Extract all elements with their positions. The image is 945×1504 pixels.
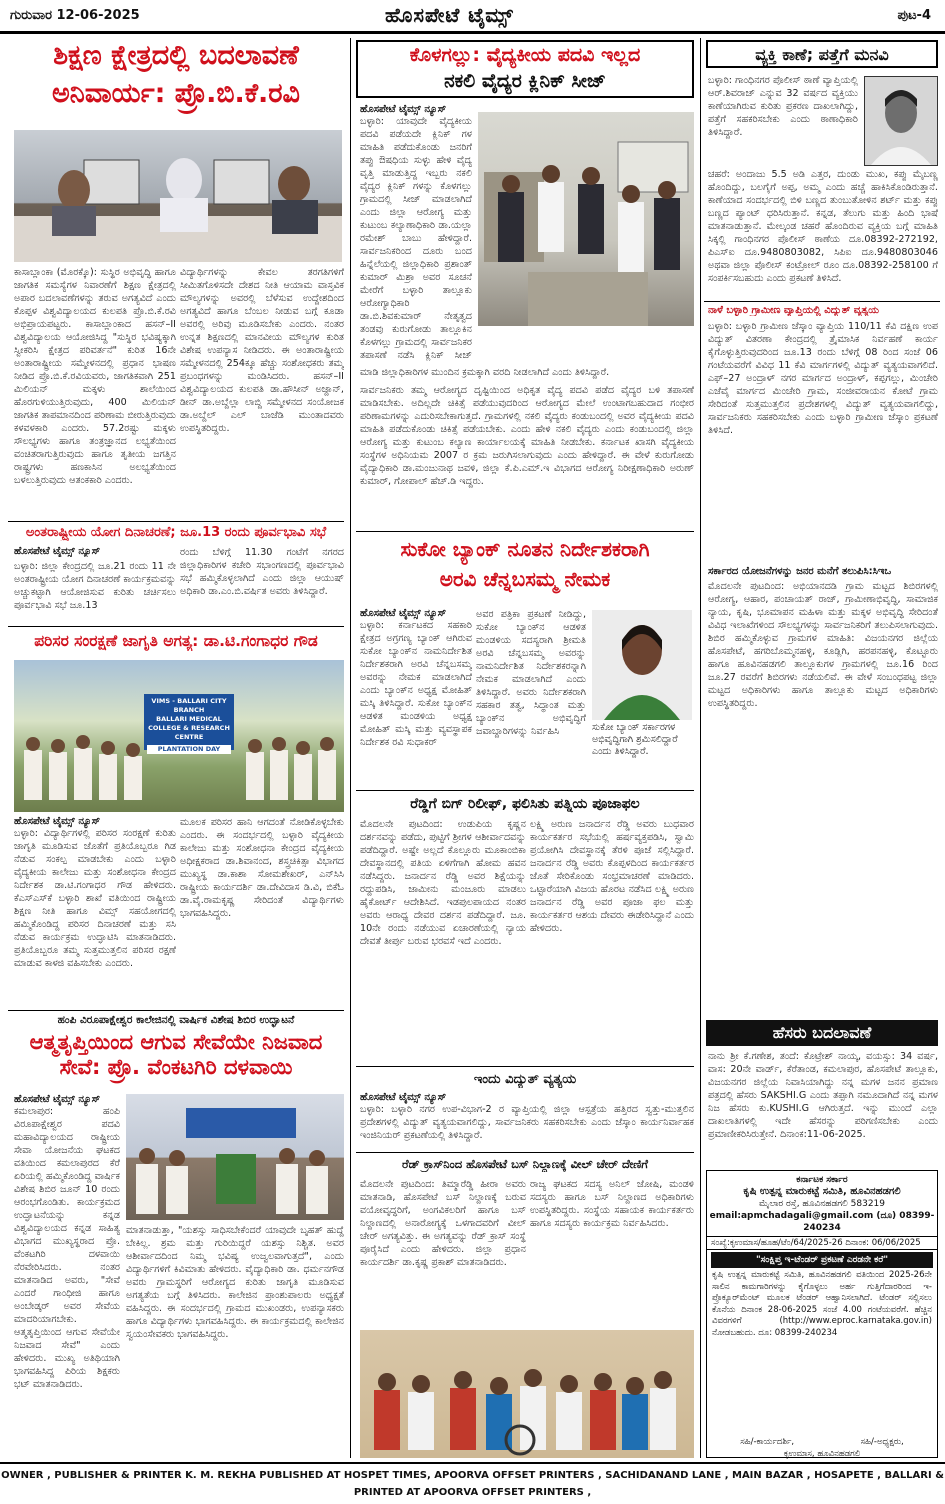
banner-text: BALLARI MEDICAL COLLEGE & RESEARCH CENTRE <box>148 715 230 741</box>
article-body: ವಿದ್ಯಾರ್ಥಿಗಳನ್ನು ಕೇವಲ ತರಗತಿಗಳಿಗೆ ಸೀಮಿತಗೊಳಿಸದೇ ದೇಶದ ನೀತಿ ಆಯಾಮ ವಾಸ್ತವಿಕ ಮೌಲ್ಯಗಳನ್ನು ಅವರಲ್ಲಿ ಬೆಳೆಸುವ ಉದ್ದೇಶದಿಂದ ಅಗತ್ಯವಿದೆ ಹಾಗೂ ಬೆಂಬಲ ನೀಡುವ ಬಗ್ಗೆ ಕೂಡಾ ಅವರಲ್ಲಿ ಅರಿವು ಮೂಡಿಸಬೇಕು ಎಂದರು. ನಂತರ ಉನ್ನತ ಶಿಕ್ಷಣದಲ್ಲಿ ಮಾನವೀಯ ಮೌಲ್ಯಗಳ ಕುರಿತ ವಿಶೇಷ ಉಪನ್ಯಾಸ ನೀಡಿದರು. ಈ ಅಂತಾರಾಷ್ಟ್ರೀಯ ಸಮ್ಮೇಳನದಲ್ಲಿ 254ಕ್ಕೂ ಹೆಚ್ಚು ಸಂಶೋಧಕರು ತಮ್ಮ ಪ್ರಬಂಧಗಳನ್ನು ಮಂಡಿಸಿದರು. ಹಸನ್–II ವಿಶ್ವವಿದ್ಯಾಲಯದ ಕುಲಪತಿ ಡಾ.ಹೌಸೀನ್ ಅಜ್ದಾನ್, ಡೀನ್ ಡಾ.ಅಬ್ದೆಲ್ಲಾ ಲಾಬ್ದಿ ಸಮ್ಮೇಳನದ ಸಂಯೋಜಕ ಡಾ.ಅಬ್ದೆಲ್ ಎಲ್ ಬಾಜೆಡಿ ಮುಂತಾದವರು ಉಪಸ್ಥಿತರಿದ್ದರು. <box>180 267 344 434</box>
portrait-art <box>592 610 692 720</box>
plantation-photo <box>14 660 344 812</box>
hampi-headline-block <box>8 1014 344 1090</box>
article-body: ಬಳ್ಳಾರಿ: ಬಳ್ಳಾರಿ ನಗರ ಉಪ-ವಿಭಾಗ-2 ರ ವ್ಯಾಪ್ತಿಯಲ್ಲಿ ಜಿಲ್ಲಾ ಆಸ್ಪತ್ರೆಯ ಹತ್ತಿರದ ಸ್ವತ್ತು-ಮುತ್ತಲಿನ ಪ್ರದೇಶಗಳಲ್ಲಿ ವಿದ್ಯುತ್ ವ್ಯತ್ಯಯವಾಗಲಿದ್ದು, ಸಾರ್ವಜನಿಕರು ಸಹಕರಿಸಬೇಕು ಎಂದು ಜೆಸ್ಕಾಂ ಕಾರ್ಯನಿರ್ವಾಹಕ ಇಂಜಿನಿಯರ್ ಪ್ರಕಟಣೆಯಲ್ಲಿ ತಿಳಿಸಿದ್ದಾರೆ. <box>360 1104 694 1141</box>
article-body: ಕಮಲಾಪುರ: ಹಂಪಿ ವಿರೂಪಾಕ್ಷೇಶ್ವರ ಪದವಿ ಮಹಾವಿದ್ಯಾಲಯದ ರಾಷ್ಟ್ರೀಯ ಸೇವಾ ಯೋಜನೆಯ ಘಟಕದ ವತಿಯಿಂದ ಕಮಲಾಪುರದ ಕೆರೆ ಏರಿಯಲ್ಲಿ ಹಮ್ಮಿಕೊಂಡಿದ್ದ ವಾರ್ಷಿಕ ವಿಶೇಷ ಶಿಬಿರ ಜೂನ್ 10 ರಂದು ಆರಂಭಗೊಂಡಿತು. ಕಾರ್ಯಕ್ರಮದ ಉದ್ಘಾಟನೆಯನ್ನು ಕನ್ನಡ ವಿಶ್ವವಿದ್ಯಾಲಯದ ಕನ್ನಡ ಸಾಹಿತ್ಯ ವಿಭಾಗದ ಮುಖ್ಯಸ್ಥರಾದ ಪ್ರೊ. ವೆಂಕಟಗಿರಿ ದಳವಾಯಿ ನೆರವೇರಿಸಿದರು. ನಂತರ ಮಾತನಾಡಿದ ಅವರು, "ಸೇವೆ ಎಂದರೆ ಗಾಂಧೀಜಿ ಹಾಗೂ ಅಂಬೇಡ್ಕರ್ ಅವರ ಸೇವೆಯ ಮಾದರಿಯಾಗಬೇಕು. ಆತ್ಮತೃಪ್ತಿಯಿಂದ ಆಗುವ ಸೇವೆಯೇ ನಿಜವಾದ ಸೇವೆ" ಎಂದು ಹೇಳಿದರು. ಮುಖ್ಯ ಅತಿಥಿಯಾಗಿ ಭಾಗವಹಿಸಿದ್ದ ಪಿರಿಯ ಶಿಕ್ಷಕರು ಭಟ್ ಮಾತನಾಡಿದರು. <box>14 1106 120 1390</box>
notice-contact: email:apmchadagali@gmail.com (ದೂ) 08399-240234 <box>709 1211 935 1233</box>
article-body: ಮೂಲಕ ಪರಿಸರ ಹಾನಿ ಆಗದಂತೆ ನೋಡಿಕೊಳ್ಳಬೇಕು ಎಂದರು. ಈ ಸಂದರ್ಭದಲ್ಲಿ ಬಳ್ಳಾರಿ ವೈದ್ಯಕೀಯ ಕಾಲೇಜು ಮತ್ತು ಸಂಶೋಧನಾ ಕೇಂದ್ರದ ವೈದ್ಯಕೀಯ ಅಧೀಕ್ಷಕರಾದ ಡಾ.ಶಿವಾನಂದ, ಶಸ್ತ್ರಚಿಕಿತ್ಸಾ ವಿಭಾಗದ ಮುಖ್ಯಸ್ಥ ಡಾ.ಕಾಶಾ ಸೋಮಶೇಖರ್, ಎನ್‌ಸಿಸಿ ರಾಷ್ಟ್ರೀಯ ಕಾರ್ಯದರ್ಶಿ ಡಾ.ದೇವಿದಾಸ ಡಿ.ವಿ, ಬಿಕೆಓ ಡಾ.ವೈ.ರಾಮಕೃಷ್ಣ ಸೇರಿದಂತೆ ವಿದ್ಯಾರ್ಥಿಗಳು ಭಾಗವಹಿಸಿದ್ದರು. <box>180 817 344 919</box>
missing-person-art <box>865 77 937 165</box>
divider <box>356 790 694 791</box>
signature-president: ಸಹಿ/-ಅಧ್ಯಕ್ಷರು, <box>860 1437 904 1447</box>
photo-caption: ಮಾಡಿ ಜಿಲ್ಲಾಧಿಕಾರಿಗಳ ಮುಂದಿನ ಕ್ರಮಕ್ಕಾಗಿ ವರದಿ ನೀಡಲಾಗಿದೆ ಎಂದು ತಿಳಿಸಿದ್ದಾರೆ. <box>360 367 610 378</box>
article-body: ಬಳ್ಳಾರಿ: ಗಾಂಧಿನಗರ ಪೊಲೀಸ್ ಠಾಣೆ ವ್ಯಾಪ್ತಿಯಲ್ಲಿ ಆರ್.ಶಿವರಾಜ್ ಎನ್ನುವ 32 ವರ್ಷದ ವ್ಯಕ್ತಿಯು ಕಾಣೆಯಾಗಿರುವ ಕುರಿತು ಪ್ರಕರಣ ದಾಖಲಾಗಿದ್ದು, ಪತ್ತೆಗೆ ಸಹಕರಿಸಬೇಕು ಎಂದು ಠಾಣಾಧಿಕಾರಿ ತಿಳಿಸಿದ್ದಾರೆ. <box>708 75 858 138</box>
notice-address: ಮೈಲಾರ ರಸ್ತೆ, ಹೂವಿನಹಡಗಲಿ 583219 <box>758 1199 886 1209</box>
notice-org: ಕೃಷಿ ಉತ್ಪನ್ನ ಮಾರುಕಟ್ಟೆ ಸಮಿತಿ, ಹೂವಿನಹಡಗಲಿ <box>743 1186 901 1197</box>
notice-signatures <box>707 1436 937 1448</box>
article-body: ರಂದು ಬೆಳಿಗ್ಗೆ 11.30 ಗಂಟೆಗೆ ನಗರದ ಜಿಲ್ಲಾಧಿಕಾರಿಗಳ ಕಚೇರಿ ಸಭಾಂಗಣದಲ್ಲಿ ಪೂರ್ವಭಾವಿ ಸಭೆ ಹಮ್ಮಿಕೊಳ್ಳಲಾಗಿದೆ ಎಂದು ಜಿಲ್ಲಾ ಆಯುಷ್ ಅಧಿಕಾರಿ ಡಾ.ಎಂ.ಬಿ.ವರ್ಷಿತ ಅವರು ತಿಳಿಸಿದ್ದಾರೆ. <box>180 547 344 597</box>
article-column <box>360 104 472 364</box>
byline: ಹೊಸಪೇಟೆ ಟೈಮ್ಸ್ ನ್ಯೂಸ್ <box>360 1092 447 1103</box>
notice-title: "ಸಂಕ್ಷಿಪ್ತ ಇ-ಟೆಂಡರ್ ಪ್ರಕಟಣೆ ಎರಡನೇ ಕರೆ" <box>711 1252 933 1268</box>
conference-photo-art <box>14 130 342 262</box>
article-body: ಮೊದಲನೇ ಪುಟದಿಂದ: ಉಡುಪಿಯ ಕೃಷ್ಣನ ದರ್ಶನವನ್ನು ಪಡೆದು, ಪುಟ್ಟಿಗೆ ಶ್ರೀಗಳ ಆಶೀರ್ವಾದವನ್ನು ಪಡೆದಿದ್ದಾರೆ. ಅಷ್ಟೇ ಅಲ್ಲದೆ ಕೊಲ್ಲೂರು ಮೂಕಾಂಬಿಕಾ ದೇವಸ್ಥಾನದಲ್ಲಿ ಪತಿಯ ಏಳಿಗೆಗಾಗಿ ಹೋಮ ಹವನ ನಡೆಸಿದ್ದರು. ಜನಾರ್ದನ ರೆಡ್ಡಿ ಅವರ ಶಿಕ್ಷೆಯನ್ನು ರದ್ದುಪಡಿಸಿ, ಜಾಮೀನು ಮಂಜೂರು ಮಾಡಲು ಹೈಕೋರ್ಟ್ ಆದೇಶಿಸಿದೆ. ಇಡಪುಲಪಾಯದ ನಂತರ ಅವರು ಆರಾಧ್ಯ ದೇವರ ದರ್ಶನ ಪಡೆದಿದ್ದಾರೆ. ಜೂ. 10ನೇ ರಂದು ನಡೆಯುವ ಏಚಾರಣೆಯಲ್ಲಿ ನ್ಯಾಯ ದೇವತೆ ತೀರ್ಪು ಬರುವ ಭರವಸೆ ಇದೆ ಎಂದರು. <box>360 819 526 947</box>
notice-gov: ಕರ್ನಾಟಕ ಸರ್ಕಾರ <box>796 1175 848 1185</box>
notice-ref: ಸಂಖ್ಯೆ:ಕೃಉಮಾಸ/ಹೂಹ/ಟೆಂ/64/2025-26 ದಿನಾಂಕ: 06/06/2025 <box>707 1236 937 1250</box>
article-column <box>360 608 472 786</box>
article-body: ಸಾರ್ವಜನಿಕರು ತಮ್ಮ ಆರೋಗ್ಯದ ದೃಷ್ಟಿಯಿಂದ ಅಧಿಕೃತ ವೈದ್ಯ ಪದವಿ ಪಡೆದ ವೈದ್ಯರ ಬಳಿ ತಪಾಸಣೆ ಮಾಡಿಸಬೇಕು. ಅದಿಲ್ಲದೇ ಚಿಕಿತ್ಸೆ ಪಡೆಯುವುದರಿಂದ ಆರೋಗ್ಯದ ಮೇಲೆ ಉಂಟಾಗಬಹುದಾದ ಗಂಭೀರ ಪರಿಣಾಮಗಳನ್ನು ಎದುರಿಸಬೇಕಾಗುತ್ತದೆ. ಗ್ರಾಮಗಳಲ್ಲಿ ನಕಲಿ ವೈದ್ಯರು ಕಂಡುಬಂದಲ್ಲಿ ಅವರ ವೈದ್ಯಕೀಯ ಪದವಿ ಮಾಹಿತಿ ಪಡೆದುಕೊಂಡು ಚಿಕಿತ್ಸೆ ಪಡೆಯಬೇಕು. ಎಂದು ಹೇಳಿ ನಕಲಿ ವೈದ್ಯರು ಎಂದು ಕಂಡುಬಂದಲ್ಲಿ ಜಿಲ್ಲಾ ಆರೋಗ್ಯ ಮತ್ತು ಕುಟುಂಬ ಕಲ್ಯಾಣ ಕಾರ್ಯಾಲಯಕ್ಕೆ ಮಾಹಿತಿ ನೀಡಬೇಕು. ಕರ್ನಾಟಕ ಖಾಸಗಿ ವೈದ್ಯಕೀಯ ಸಂಸ್ಥೆಗಳ ಅಧಿನಿಯಮ 2007 ರ ಕ್ರಮ ಜರುಗಿಸಲಾಗುವುದು ಎಂದು ಹೇಳಿದ್ದಾರೆ. ಈ ವೇಳೆ ಕುರುಗೋಡು ವೈದ್ಯಾಧಿಕಾರಿ ಡಾ.ಮಂಜುನಾಥ ಜವಳಿ, ಜಿಲ್ಲಾ ಕೆ.ಪಿ.ಎಮ್.ಇ ವಿಭಾಗದ ಆರೋಗ್ಯ ನಿರೀಕ್ಷಣಾಧಿಕಾರಿ ಅರುಣ್ ಕುಮಾರ್, ಗೋಪಾಲ್ ಹೆಚ್.ಡಿ ಇದ್ದರು. <box>360 385 694 487</box>
paper-name: ಹೊಸಪೇಟೆ ಟೈಮ್ಸ್ <box>385 3 514 27</box>
conference-photo <box>14 130 342 262</box>
article-body: ನಾನು ಶ್ರೀ ಕೆ.ಗಣೇಶ, ತಂದೆ: ಕೊಟ್ರೇಶ್ ನಾಯ್ಕ, ವಯಸ್ಸು: 34 ವರ್ಷ, ವಾಸ: 20ನೇ ವಾರ್ಡ್, ಕೆರೆತಾಂಡ, ಕಮಲಾಪುರ, ಹೊಸಪೇಟೆ ತಾಲ್ಲೂಕು, ವಿಜಯನಗರ ಜಿಲ್ಲೆಯ ನಿವಾಸಿಯಾಗಿದ್ದು ನನ್ನ ಮಗಳ ಜನನ ಪ್ರಮಾಣ ಪತ್ರದಲ್ಲಿ ಹೆಸರು SAKSHI.G ಎಂದು ತಪ್ಪಾಗಿ ನಮೂದಾಗಿದೆ ನನ್ನ ಮಗಳ ನಿಜ ಹೆಸರು ಕು.KUSHI.G ಆಗಿರುತ್ತದೆ. ಇನ್ನು ಮುಂದೆ ಎಲ್ಲಾ ದಾಖಲಾತಿಗಳಲ್ಲಿ ಇದೇ ಹೆಸರನ್ನು ಪರಿಗಣಿಸಬೇಕು ಎಂದು ಪ್ರಮಾಣೀಕರಿಸಿರುತ್ತೇನೆ. ದಿನಾಂಕ:11-06-2025. <box>708 1051 938 1140</box>
byline: ಹೊಸಪೇಟೆ ಟೈಮ್ಸ್ ನ್ಯೂಸ್ <box>14 816 101 827</box>
article-column <box>14 1094 120 1458</box>
divider <box>8 1010 344 1011</box>
tender-notice <box>706 1170 938 1458</box>
wheelchair-photo-art <box>360 1330 694 1458</box>
article-body: ಮೊದಲನೇ ಪುಟದಿಂದ: ತಿಮ್ಮಾರೆಡ್ಡಿ ಹೀರಾ ಅವರು ಮಾತನಾಡಿ, ಹೊಸಪೇಟೆ ಬಸ್ ನಿಲ್ದಾಣಕ್ಕೆ ಬರುವ ವಯೋವೃದ್ಧರಿಗೆ, ಅಂಗವಿಕಲರಿಗೆ ಹಾಗೂ ಬಸ್ ನಿಲ್ದಾಣದಲ್ಲಿ ಅನಾರೋಗ್ಯಕ್ಕೆ ಒಳಗಾದವರಿಗೆ ವೀಲ್ ಚೇರ್ ಅಗತ್ಯವಿತ್ತು. ಈ ಅಗತ್ಯವನ್ನು ರೆಡ್ ಕ್ರಾಸ್ ಸಂಸ್ಥೆ ಪೂರೈಸಿದೆ ಎಂದು ಹೇಳಿದರು. ಜಿಲ್ಲಾ ಪ್ರಧಾನ ಕಾರ್ಯದರ್ಶಿ ಡಾ.ಕೃಷ್ಣ ಪ್ರಕಾಶ್ ಮಾತನಾಡಿದರು. <box>360 1179 526 1268</box>
article-column <box>14 816 176 1006</box>
byline: ಹೊಸಪೇಟೆ ಟೈಮ್ಸ್ ನ್ಯೂಸ್ <box>14 546 101 557</box>
imprint-footer <box>0 1462 945 1504</box>
article-body: ಬಳ್ಳಾರಿ: ವಿದ್ಯಾರ್ಥಿಗಳಲ್ಲಿ ಪರಿಸರ ಸಂರಕ್ಷಣೆ ಕುರಿತು ಜಾಗೃತಿ ಮೂಡಿಸುವ ಜೊತೆಗೆ ಪ್ರತಿಯೊಬ್ಬರೂ ಗಿಡ ನೆಡುವ ಸಂಕಲ್ಪ ಮಾಡಬೇಕು ಎಂದು ಬಳ್ಳಾರಿ ವೈದ್ಯಕೀಯ ಕಾಲೇಜು ಮತ್ತು ಸಂಶೋಧನಾ ಕೇಂದ್ರದ ನಿರ್ದೇಶಕ ಡಾ.ಟಿ.ಗಂಗಾಧರ ಗೌಡ ಹೇಳಿದರು. ಕೆಎಸ್‌ಎಸ್‌ಕೆ ಬಳ್ಳಾರಿ ಶಾಖೆ ವತಿಯಿಂದ ರಾಷ್ಟ್ರೀಯ ಶಿಕ್ಷಣ ನೀತಿ ಹಾಗೂ ವಿಮ್ಸ್ ಸಹಯೋಗದಲ್ಲಿ ಹಮ್ಮಿಕೊಂಡಿದ್ದ ಪರಿಸರ ದಿನಾಚರಣೆ ಮತ್ತು ಸಸಿ ನೆಡುವ ಕಾರ್ಯಕ್ರಮ ಉದ್ಘಾಟಿಸಿ ಮಾತನಾಡಿದರು. ಪ್ರತಿಯೊಬ್ಬರೂ ತಮ್ಮ ಸುತ್ತಮುತ್ತಲಿನ ಪರಿಸರ ರಕ್ಷಣೆ ಮಾಡುವ ಕಾಳಜಿ ವಹಿಸಬೇಕು ಎಂದರು. <box>14 828 176 969</box>
notice-sign-org: ಕೃಉಮಾಸ, ಹೂವಿನಹಡಗಲಿ <box>783 1449 861 1459</box>
divider <box>356 1152 694 1153</box>
missing-headline: ವ್ಯಕ್ತಿ ಕಾಣೆ; ಪತ್ತೆಗೆ ಮನವಿ <box>706 40 938 68</box>
headline: ಸುಕೋ ಬ್ಯಾಂಕ್ ನೂತನ ನಿರ್ದೇಶಕರಾಗಿ <box>400 537 650 561</box>
clinic-raid-photo <box>478 112 694 326</box>
article-body: ಅವರ ಪತ್ರಿಕಾ ಪ್ರಕಟಣೆ ನೀಡಿದ್ದು, ಸುಕೋ ಬ್ಯಾಂಕ್‌ನ ಆಡಳಿತ ಮಂಡಳಿಯ ಸದಸ್ಯರಾಗಿ ಶ್ರೀಮತಿ ಅರವಿ ಚೆನ್ನಬಸಮ್ಮ ಅವರನ್ನು ನಾಮನಿರ್ದೇಶಿತ ನಿರ್ದೇಶಕರನ್ನಾಗಿ ನೇಮಕ ಮಾಡಲಾಗಿದೆ ಎಂದು ತಿಳಿಸಿದ್ದಾರೆ. ಅವರು ನಿರ್ದೇಶಕರಾಗಿ ಸಹಕಾರ ತತ್ವ, ಸಿದ್ಧಾಂತ ಮತ್ತು ಬ್ಯಾಂಕ್‌ನ ಅಭಿವೃದ್ಧಿಗೆ ಜವಾಬ್ದಾರಿಗಳನ್ನು ನಿರ್ವಹಿಸಿ <box>476 609 586 737</box>
missing-person-photo <box>864 76 938 166</box>
column-rule <box>350 38 351 1458</box>
headline: ಅನಿವಾರ್ಯ: ಪ್ರೊ.ಬಿ.ಕೆ.ರವಿ <box>52 78 300 110</box>
notice-body: ಕೃಷಿ ಉತ್ಪನ್ನ ಮಾರುಕಟ್ಟೆ ಸಮಿತಿ, ಹೂವಿನಹಡಗಲಿ ವತಿಯಿಂದ 2025-26ನೇ ಸಾಲಿನ ಕಾಮಗಾರಿಗಳನ್ನು ಕೈಗೊಳ್ಳಲು ಅರ್ಹ ಗುತ್ತಿಗೆದಾರರಿಂದ ಇ-ಪ್ರೊಕ್ಯೂರ್‌ಮೆಂಟ್ ಮೂಲಕ ಟೆಂಡರ್ ಆಹ್ವಾನಿಸಲಾಗಿದೆ. ಟೆಂಡರ್ ಸಲ್ಲಿಸಲು ಕೊನೆಯ ದಿನಾಂಕ 28-06-2025 ಸಂಜೆ 4.00 ಗಂಟೆಯವರೆಗೆ. ಹೆಚ್ಚಿನ ವಿವರಗಳಿಗೆ (http://www.eproc.karnataka.gov.in) ನೋಡಬಹುದು. ದೂ: 08399-240234 <box>712 1270 932 1338</box>
environment-headline: ಪರಿಸರ ಸಂರಕ್ಷಣೆ ಜಾಗೃತಿ ಅಗತ್ಯ: ಡಾ.ಟಿ.ಗಂಗಾಧರ ಗೌಡ <box>34 632 318 650</box>
article-body: ಬಳ್ಳಾರಿ: ಕರ್ನಾಟಕದ ಸಹಕಾರಿ ಕ್ಷೇತ್ರದ ಅಗ್ರಗಣ್ಯ ಬ್ಯಾಂಕ್ ಆಗಿರುವ ಸುಕೋ ಬ್ಯಾಂಕ್‌ನ ನಾಮನಿರ್ದೇಶಿತ ನಿರ್ದೇಶಕರಾಗಿ ಅರವಿ ಚೆನ್ನಬಸಮ್ಮ ಅವರನ್ನು ನೇಮಕ ಮಾಡಲಾಗಿದೆ ಎಂದು ಬ್ಯಾಂಕ್‌ನ ಅಧ್ಯಕ್ಷ ಮೋಹಿತ್ ಮಸ್ಕಿ ತಿಳಿಸಿದ್ದಾರೆ. ಸುಕೋ ಬ್ಯಾಂಕ್‌ನ ಆಡಳಿತ ಮಂಡಳಿಯ ಅಧ್ಯಕ್ಷ ಮೋಹಿತ್ ಮಸ್ಕಿ ಮತ್ತು ವ್ಯವಸ್ಥಾಪಕ ನಿರ್ದೇಶಕ ರವಿ ಸುಧಾಕರ್ <box>360 620 472 748</box>
group-crowd-art <box>14 660 344 812</box>
divider <box>356 1066 694 1067</box>
byline: ಹೊಸಪೇಟೆ ಟೈಮ್ಸ್ ನ್ಯೂಸ್ <box>360 608 447 619</box>
headline: ಆತ್ಮತೃಪ್ತಿಯಿಂದ ಆಗುವ ಸೇವೆಯೇ ನಿಜವಾದ <box>29 1029 323 1054</box>
article-body: ಚಹರೆ: ಅಂದಾಜು 5.5 ಅಡಿ ಎತ್ತರ, ದುಂಡು ಮುಖ, ಕಪ್ಪು ಮೈಬಣ್ಣ ಹೊಂದಿದ್ದು, ಬಲಗೈಗೆ ಅಪ್ಪ, ಅಮ್ಮ ಎಂದು ಹಚ್ಚೆ ಹಾಕಿಸಿಕೊಂಡಿರುತ್ತಾನೆ. ಕಾಣೆಯಾದ ಸಂದರ್ಭದಲ್ಲಿ ಬಿಳಿ ಬಣ್ಣದ ತುಂಬುತೋಳಿನ ಶರ್ಟ್ ಮತ್ತು ಕಪ್ಪು ಬಣ್ಣದ ಪ್ಯಾಂಟ್ ಧರಿಸಿರುತ್ತಾನೆ. ಕನ್ನಡ, ತೆಲುಗು ಮತ್ತು ಹಿಂದಿ ಭಾಷೆ ಮಾತನಾಡುತ್ತಾನೆ. ಮೇಲ್ಕಂಡ ಚಹರೆ ಹೊಂದಿರುವ ವ್ಯಕ್ತಿಯ ಬಗ್ಗೆ ಮಾಹಿತಿ ಸಿಕ್ಕಲ್ಲಿ ಗಾಂಧಿನಗರ ಪೊಲೀಸ್ ಠಾಣೆಯ ದೂ.08392-272192, ಪಿಎಸ್‌ಐ ದೂ.9480803082, ಸಿಪಿಐ ದೂ.9480803046 ಅಥವಾ ಜಿಲ್ಲಾ ಪೊಲೀಸ್ ಕಂಟ್ರೋಲ್ ರೂಂ ದೂ.08392-258100 ಗೆ ಸಂಪರ್ಕಿಸಬಹುದು ಎಂದು ಪ್ರಕಟಣೆ ತಿಳಿಸಿದೆ. <box>708 169 938 284</box>
divider <box>704 301 940 302</box>
article-body: ರಾಜ್ಯ ಘಟಕದ ಸದಸ್ಯ ಅನಿಲ್ ಜೋಷಿ, ಮಂಡಳಿ ಸದಸ್ಯರು ಹಾಗೂ ಬಸ್ ನಿಲ್ದಾಣದ ಅಧಿಕಾರಿಗಳು ಉಪಸ್ಥಿತರಿದ್ದರು. ಸಂಸ್ಥೆಯ ಸಹಾಯಕ ಕಾರ್ಯಕರ್ತರು ಹಾಗೂ ಸದಸ್ಯರು ಕಾರ್ಯಕ್ರಮ ನಿರ್ವಹಿಸಿದರು. <box>530 1179 694 1229</box>
article-body: ಲಕ್ಷ್ಮಿ ಅರುಣ ಜನಾರ್ದನ ರೆಡ್ಡಿ ಅವರು ಬುಧವಾರ ಕಾರ್ಯಕರ್ತರ ಸಭೆಯಲ್ಲಿ ಹರ್ಷವ್ಯಕ್ತಪಡಿಸಿ, ಸ್ವಾಮಿ ಪ್ರಯೋಗಿಸಿ ದೇವಸ್ಥಾನಕ್ಕೆ ತೆರಳಿ ಪೂಜೆ ಸಲ್ಲಿಸಿದ್ದಾರೆ. ಜನಾರ್ದನ ರೆಡ್ಡಿ ಅವರು ಕೊಪ್ಪಳದಿಂದ ಕಾರ್ಯಕರ್ತರ ಜೊತೆ ಸೇರಿಕೊಂಡು ಸಂಭ್ರಮಾಚರಣೆ ಮಾಡಿದರು. ಒಟ್ಟಾರೆಯಾಗಿ ವಿಜಯ ಹೊರಟ ನಡೆಸಿದ ಲಕ್ಷ್ಮಿ ಅರುಣ ಜನಾರ್ದನ ರೆಡ್ಡಿ ಅವರ ಪೂಜಾ ಫಲ ಮತ್ತು ಕಾರ್ಯಕರ್ತರ ಆಶಯ ದೇವರು ಈಡೇರಿಸಿದ್ದಾನೆ ಎಂದು ಹೇಳಿದರು. <box>530 819 694 934</box>
article-body: ಕಾಸಾಬ್ಲಾಂಕಾ (ಮೊರಕ್ಕೊ): ಸುಸ್ಥಿರ ಅಭಿವೃದ್ಧಿ ಹಾಗೂ ಜಾಗತಿಕ ಸಮಸ್ಯೆಗಳ ನಿವಾರಣೆಗೆ ಶಿಕ್ಷಣ ಕ್ಷೇತ್ರದಲ್ಲಿ ಅಪಾರ ಬದಲಾವಣೆಗಳನ್ನು ತರುವ ಅಗತ್ಯವಿದೆ ಎಂದು ಕೊಪ್ಪಳ ವಿಶ್ವವಿದ್ಯಾಲಯದ ಕುಲಪತಿ ಪ್ರೊ.ಬಿ.ಕೆ.ರವಿ ಅಭಿಪ್ರಾಯಪಟ್ಟರು. ಕಾಸಾಬ್ಲಾಂಕಾದ ಹಸನ್–II ವಿಶ್ವವಿದ್ಯಾಲಯ ಆಯೋಜಿಸಿದ್ದ "ಸುಸ್ಥಿರ ಭವಿಷ್ಯಕ್ಕಾಗಿ ಸ್ವೀಕರಿಸಿ ಕ್ಷೇತ್ರದ ಪರಿವರ್ತನೆ" ಕುರಿತ 16ನೇ ಅಂತಾರಾಷ್ಟ್ರೀಯ ಸಮ್ಮೇಳನದಲ್ಲಿ ಪ್ರಧಾನ ಭಾಷಣ ನೀಡಿದ ಪ್ರೊ.ಬಿ.ಕೆ.ರವಿಯವರು, ಜಾಗತಿಕವಾಗಿ 251 ಮಿಲಿಯನ್ ಮಕ್ಕಳು ಶಾಲೆಯಿಂದ ಹೊರಗುಳಿಯುತ್ತಿರುವುದು, 400 ಮಿಲಿಯನ್ ಜಾಗತಿಕ ತಾಪಮಾನದಿಂದ ಪರಿಣಾಮ ಬೀರುತ್ತಿರುವುದು ಕಳವಳಕಾರಿ ಎಂದರು. 57.2ರಷ್ಟು ಮಕ್ಕಳು ಸೌಲಭ್ಯಗಳು ಹಾಗೂ ತಂತ್ರಜ್ಞಾನದ ಲಭ್ಯತೆಯಿಂದ ವಂಚಿತರಾಗುತ್ತಿರುವುದು ಹಾಗೂ ತೃತೀಯ ಜಗತ್ತಿನ ರಾಷ್ಟ್ರಗಳು ಹಣಕಾಸಿನ ಅಲಭ್ಯತೆಯಿಂದ ಬಳಲುತ್ತಿರುವುದು ಆತಂಕಕಾರಿ ಎಂದರು. <box>14 267 176 486</box>
masthead <box>0 0 945 34</box>
koligallu-headline-box <box>356 40 694 98</box>
clinic-raid-art <box>478 112 694 326</box>
headline: ಶಿಕ್ಷಣ ಕ್ಷೇತ್ರದಲ್ಲಿ ಬದಲಾವಣೆ <box>53 40 299 71</box>
divider <box>8 521 344 522</box>
wheelchair-photo <box>360 1330 694 1458</box>
issue-date: ಗುರುವಾರ 12-06-2025 <box>10 8 140 23</box>
byline: ಹೊಸಪೇಟೆ ಟೈಮ್ಸ್ ನ್ಯೂಸ್ <box>360 104 447 115</box>
reddy-headline: ರೆಡ್ಡಿಗೆ ಬಿಗ್ ರಿಲೀಫ್, ಫಲಿಸಿತು ಪತ್ನಿಯ ಪೂಜಾಫಲ <box>410 796 640 812</box>
ceremony-photo <box>126 1094 344 1220</box>
headline: ನಕಲಿ ವೈದ್ಯರ ಕ್ಲಿನಿಕ್ ಸೀಜ್ <box>444 69 606 92</box>
sub-headline: ಸರ್ಕಾರದ ಯೋಜನೆಗಳನ್ನು ಜನರ ಮನೆಗೆ ತಲುಪಿಸಿ:ಸಿಇಒ <box>708 566 892 577</box>
article-headline-block <box>8 40 344 124</box>
banner-text: PLANTATION DAY <box>147 745 231 754</box>
kicker: ಹಂಪಿ ವಿರೂಪಾಕ್ಷೇಶ್ವರ ಕಾಲೇಜಿನಲ್ಲಿ ವಾರ್ಷಿಕ ವಿಶೇಷ ಶಿಬಿರ ಉದ್ಘಾಟನೆ <box>57 1014 295 1026</box>
byline: ಹೊಸಪೇಟೆ ಟೈಮ್ಸ್ ನ್ಯೂಸ್ <box>14 1094 101 1105</box>
sukho-headline-block <box>356 537 694 603</box>
page-number: ಪುಟ-4 <box>897 8 931 23</box>
headline: ಅರವಿ ಚೆನ್ನಬಸಮ್ಮ ನೇಮಕ <box>439 567 611 591</box>
article-body: ಬಳ್ಳಾರಿ: ಜಿಲ್ಲಾ ಕೇಂದ್ರದಲ್ಲಿ ಜೂ.21 ರಂದು 11 ನೇ ಅಂತರಾಷ್ಟ್ರೀಯ ಯೋಗ ದಿನಾಚರಣೆ ಕಾರ್ಯಕ್ರಮವನ್ನು ಅಚ್ಚುಕಟ್ಟಾಗಿ ಆಯೋಜಿಸುವ ಕುರಿತು ಚರ್ಚಿಸಲು ಪೂರ್ವಭಾವಿ ಸಭೆ ಜೂ.13 <box>14 561 176 611</box>
signature-secretary: ಸಹಿ/-ಕಾರ್ಯದರ್ಶಿ, <box>740 1437 795 1447</box>
wheelchair-headline: ರೆಡ್ ಕ್ರಾಸ್‌ನಿಂದ ಹೊಸಪೇಟೆ ಬಸ್ ನಿಲ್ದಾಣಕ್ಕೆ ವೀಲ್ ಚೇರ್ ದೇಣಿಗೆ <box>402 1158 648 1171</box>
headline: ಕೊಳಗಲ್ಲು: ವೈದ್ಯಕೀಯ ಪದವಿ ಇಲ್ಲದ <box>409 44 641 66</box>
divider <box>356 531 694 532</box>
article-body: ಮಾತನಾಡುತ್ತಾ, "ಯಶಸ್ಸು ಸಾಧಿಸಬೇಕೆಂದರೆ ಯಾವುದೇ ಬೃಹತ್ ಹುದ್ದೆ ಬೇಕಿಲ್ಲ. ಶ್ರಮ ಮತ್ತು ಗುರಿಯಿದ್ದರೆ ಯಶಸ್ಸು ನಿಶ್ಚಿತ. ಅವರ ಆಶೀರ್ವಾದದಿಂದ ನಿಮ್ಮ ಭವಿಷ್ಯ ಉಜ್ವಲವಾಗುತ್ತದೆ", ಎಂದು ವಿದ್ಯಾರ್ಥಿಗಳಿಗೆ ಕಿವಿಮಾತು ಹೇಳಿದರು. ವೈದ್ಯಾಧಿಕಾರಿ ಡಾ. ಧರ್ಮನಗೌಡ ಅವರು ಗ್ರಾಮಸ್ಥರಿಗೆ ಆರೋಗ್ಯದ ಕುರಿತು ಜಾಗೃತಿ ಮೂಡಿಸುವ ಅಗತ್ಯತೆಯ ಬಗ್ಗೆ ತಿಳಿಸಿದರು. ಕಾಲೇಜಿನ ಪ್ರಾಂಶುಪಾಲರು ಅಧ್ಯಕ್ಷತೆ ವಹಿಸಿದ್ದರು. ಈ ಸಂದರ್ಭದಲ್ಲಿ ಗ್ರಾಮದ ಮುಖಂಡರು, ಉಪನ್ಯಾಸಕರು ಹಾಗೂ ವಿದ್ಯಾರ್ಥಿಗಳು ಭಾಗವಹಿಸಿದ್ದರು. ಈ ಕಾರ್ಯಕ್ರಮದಲ್ಲಿ ಕಾಲೇಜಿನ ಸ್ವಯಂಸೇವಕರು ಭಾಗವಹಿಸಿದ್ದರು. <box>126 1225 344 1340</box>
imprint-line: OWNER , PUBLISHER & PRINTER K. M. REKHA PUBLISHED AT HOSPET TIMES, APOORVA OFFSET PRINTERS , SACHIDANAND LANE , MAIN BAZAR , HOSAPETE , BALLARI & PRINTED AT APOORVA OFFSET PRINTERS , <box>1 1470 944 1498</box>
yoga-headline: ಅಂತರಾಷ್ಟ್ರೀಯ ಯೋಗ ದಿನಾಚರಣೆ; ಜೂ.13 ರಂದು ಪೂರ್ವಭಾವಿ ಸಭೆ <box>25 525 327 540</box>
banner-text: VIMS - BALLARI CITY BRANCH <box>151 697 227 714</box>
article-body: ಬಳ್ಳಾರಿ: ಯಾವುದೇ ವೈದ್ಯಕೀಯ ಪದವಿ ಪಡೆಯದೇ ಕ್ಲಿನಿಕ್ ಗಳ ಮಾಹಿತಿ ಪಡೆದುಕೊಂಡು ಜನರಿಗೆ ತಪ್ಪು ಔಷಧಿಯ ಸುಳ್ಳು ಹೇಳಿ ವೈದ್ಯ ವೃತ್ತಿ ಮಾಡುತ್ತಿದ್ದ ಇಬ್ಬರು ನಕಲಿ ವೈದ್ಯರ ಕ್ಲಿನಿಕ್ ಗಳನ್ನು ಕೊಳಗಲ್ಲು ಗ್ರಾಮದಲ್ಲಿ ಸೀಜ್ ಮಾಡಲಾಗಿದೆ ಎಂದು ಜಿಲ್ಲಾ ಆರೋಗ್ಯ ಮತ್ತು ಕುಟುಂಬ ಕಲ್ಯಾಣಾಧಿಕಾರಿ ಡಾ.ಯಲ್ಲಾ ರಮೇಶ್ ಬಾಬು ಹೇಳಿದ್ದಾರೆ. ಸಾರ್ವಜನಿಕರಿಂದ ದೂರು ಬಂದ ಹಿನ್ನೆಲೆಯಲ್ಲಿ ಜಿಲ್ಲಾಧಿಕಾರಿ ಪ್ರಶಾಂತ್ ಕುಮಾರ್ ಮಿಶ್ರಾ ಅವರ ಸೂಚನೆ ಮೇರೆಗೆ ಬಳ್ಳಾರಿ ತಾಲ್ಲೂಕು ಆರೋಗ್ಯಾಧಿಕಾರಿ ಡಾ.ಬಿ.ಶಿವಕುಮಾರ್ ನೇತೃತ್ವದ ತಂಡವು ಕುರುಗೋಡು ತಾಲ್ಲೂಕಿನ ಕೊಳಗಲ್ಲು ಗ್ರಾಮದಲ್ಲಿ ಸಾರ್ವಜನಿಕರ ತಪಾಸಣೆ ನಡೆಸಿ ಕ್ಲಿನಿಕ್ ಸೀಜ್ <box>360 116 472 361</box>
photo-caption: ಸುಕೋ ಬ್ಯಾಂಕ್ ಸರ್ಕಾರಗಳ ಅಭಿವೃದ್ಧಿಗಾಗಿ ಶ್ರಮಿಸಲಿದ್ದಾರೆ ಎಂದು ತಿಳಿಸಿದ್ದಾರೆ. <box>592 722 678 757</box>
article-body: ಮೊದಲನೇ ಪುಟದಿಂದ: ಅಭಿಯಾನದಡಿ ಗ್ರಾಮ ಮಟ್ಟದ ಶಿಬಿರಗಳಲ್ಲಿ ಆರೋಗ್ಯ, ಆಹಾರ, ಪಂಚಾಯತ್ ರಾಜ್, ಗ್ರಾಮೀಣಾಭಿವೃದ್ಧಿ, ಸಾಮಾಜಿಕ ನ್ಯಾಯ, ಕೃಷಿ, ಭೂಮಾಪನ ಮಹಿಳಾ ಮತ್ತು ಮಕ್ಕಳ ಅಭಿವೃದ್ಧಿ ಸೇರಿದಂತೆ ವಿವಿಧ ಇಲಾಖೆಗಳಿಂದ ಸೌಲಭ್ಯಗಳನ್ನು ಸಾರ್ವಜನಿಕರಿಗೆ ತಲುಪಿಸಲಾಗುವುದು. ಶಿಬಿರ ಹಮ್ಮಿಕೊಳ್ಳುವ ಗ್ರಾಮಗಳ ಮಾಹಿತಿ: ವಿಜಯನಗರ ಜಿಲ್ಲೆಯ ಹೊಸಪೇಟೆ, ಹಗರಿಬೊಮ್ಮನಹಳ್ಳಿ, ಕೂಡ್ಲಿಗಿ, ಹರಪನಹಳ್ಳಿ, ಕೊಟ್ಟೂರು ಹಾಗೂ ಹೂವಿನಹಡಗಲಿ ತಾಲ್ಲೂಕುಗಳ ಗ್ರಾಮಗಳಲ್ಲಿ ಜೂ.16 ರಿಂದ ಜೂ.27 ರವರೆಗೆ ಶಿಬಿರಗಳು ನಡೆಯಲಿವೆ. ಈ ವೇಳೆ ಸಂಬಂಧಪಟ್ಟ ಜಿಲ್ಲಾ ಮಟ್ಟದ ಅಧಿಕಾರಿಗಳು ಹಾಗೂ ತಾಲ್ಲೂಕು ಮಟ್ಟದ ಅಧಿಕಾರಿಗಳು ಉಪಸ್ಥಿತರಿದ್ದರು. <box>708 581 938 709</box>
headline: ಸೇವೆ: ಪ್ರೊ. ವೆಂಕಟಗಿರಿ ದಳವಾಯಿ <box>59 1054 293 1079</box>
divider <box>8 626 344 627</box>
power-cut-headline: ಇಂದು ವಿದ್ಯುತ್ ವ್ಯತ್ಯಯ <box>473 1072 577 1087</box>
article-body: ಬಳ್ಳಾರಿ: ಬಳ್ಳಾರಿ ಗ್ರಾಮೀಣ ಜೆಸ್ಕಾಂ ವ್ಯಾಪ್ತಿಯ 110/11 ಕೆವಿ ದಕ್ಷಿಣ ಉಪ ವಿದ್ಯುತ್ ವಿತರಣಾ ಕೇಂದ್ರದಲ್ಲಿ ತ್ರೈಮಾಸಿಕ ನಿರ್ವಹಣೆ ಕಾರ್ಯ ಕೈಗೊಳ್ಳುತ್ತಿರುವುದರಿಂದ ಜೂ.13 ರಂದು ಬೆಳಿಗ್ಗೆ 08 ರಿಂದ ಸಂಜೆ 06 ಗಂಟೆಯವರೆಗೆ ವಿವಿಧ 11 ಕೆವಿ ಮಾರ್ಗಗಳಲ್ಲಿ ವಿದ್ಯುತ್ ವ್ಯತ್ಯಯವಾಗಲಿದೆ. ಎಫ್–27 ಅಂದ್ರಾಳ್ ನಗರ ಮಾರ್ಗದ ಅಂದ್ರಾಳ್, ಕಪ್ಪಗಲ್ಲು, ಮಿಂಚೇರಿ ಎಜೆವೈ ಮಾರ್ಗದ ಮಿಂಚೇರಿ ಗ್ರಾಮ, ಸಂಜೀವರಾಯನ ಕೋಟೆ ಗ್ರಾಮ ಸೇರಿದಂತೆ ಸುತ್ತಮುತ್ತಲಿನ ಪ್ರದೇಶಗಳಲ್ಲಿ ವಿದ್ಯುತ್ ವ್ಯತ್ಯಯವಾಗಲಿದ್ದು, ಸಾರ್ವಜನಿಕರು ಸಹಕರಿಸಬೇಕು ಎಂದು ಬಳ್ಳಾರಿ ಗ್ರಾಮೀಣ ಜೆಸ್ಕಾಂ ಪ್ರಕಟಣೆ ತಿಳಿಸಿದೆ. <box>708 321 938 436</box>
name-change-headline: ಹೆಸರು ಬದಲಾವಣೆ <box>706 1020 938 1046</box>
column-rule <box>700 38 701 1458</box>
rural-power-headline: ನಾಳೆ ಬಳ್ಳಾರಿ ಗ್ರಾಮೀಣ ವ್ಯಾಪ್ತಿಯಲ್ಲಿ ವಿದ್ಯುತ್ ವ್ಯತ್ಯಯ <box>708 305 879 316</box>
director-portrait <box>592 610 692 720</box>
ceremony-photo-art <box>126 1094 344 1220</box>
article-column <box>360 1092 694 1148</box>
